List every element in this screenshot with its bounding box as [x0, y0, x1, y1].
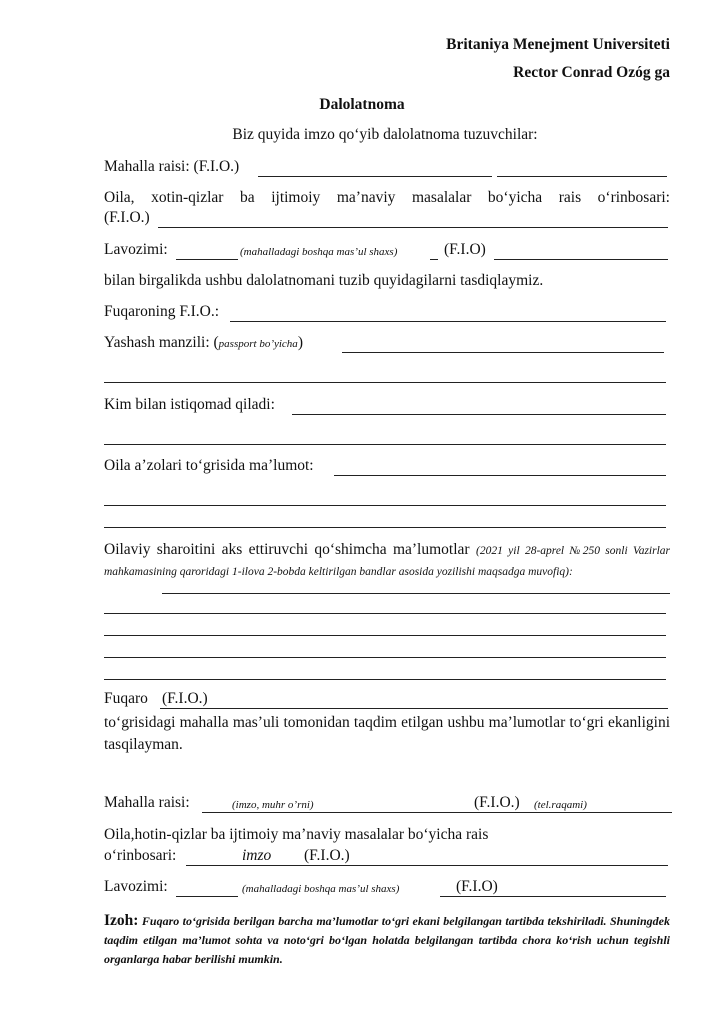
fuqaro-label: Fuqaro	[104, 690, 148, 707]
oilaviy-sharoiti-label: Oilaviy sharoitini aks ettiruvchi qo‘shimcha ma’lumotlar	[104, 541, 470, 558]
sig-tel: (tel.raqami)	[534, 799, 587, 811]
sig-oila-imzo: imzo	[242, 847, 272, 864]
mahalla-raisi-line-2[interactable]	[497, 176, 667, 177]
oila-fio-line[interactable]	[158, 227, 668, 228]
lavozimi-label: Lavozimi:	[104, 241, 168, 258]
sig-mahalla-raisi-label: Mahalla raisi:	[104, 794, 190, 811]
fuqaro-fio: (F.I.O.)	[162, 690, 208, 707]
lavozimi-note-line	[430, 259, 438, 260]
oilaviy-line-4[interactable]	[104, 657, 666, 658]
document-title: Dalolatnoma	[319, 96, 405, 113]
oila-rais-orinbosari-label: Oila, xotin-qizlar ba ijtimoiy ma’naviy masalalar bo‘yicha rais o‘rinbosari:	[104, 189, 670, 206]
kim-bilan-line[interactable]	[292, 414, 666, 415]
yashash-label-text: Yashash manzili: (	[104, 334, 219, 351]
sig-oila-line2: o‘rinbosari:	[104, 847, 177, 864]
oilaviy-sharoiti-block	[104, 540, 670, 600]
sig-imzo-muhr: (imzo, muhr o’rni)	[232, 799, 314, 811]
oila-azolari-line-3[interactable]	[104, 527, 666, 528]
fuqaro-fio-line[interactable]	[160, 708, 668, 709]
izoh-label: Izoh:	[104, 912, 139, 929]
sig-lavozimi-fio: (F.I.O)	[456, 878, 498, 895]
kim-bilan-label: Kim bilan istiqomad qiladi:	[104, 396, 275, 413]
mahalla-raisi-line[interactable]	[258, 176, 492, 177]
oila-azolari-label: Oila a’zolari to‘grisida ma’lumot:	[104, 457, 314, 474]
sig-oila-line[interactable]	[186, 865, 668, 866]
oilaviy-line-5[interactable]	[104, 679, 666, 680]
oilaviy-line-2[interactable]	[104, 613, 666, 614]
yashash-close: )	[297, 334, 303, 351]
sig-mahalla-raisi-line[interactable]	[202, 812, 672, 813]
oilaviy-line-1[interactable]	[162, 593, 670, 594]
lavozimi-note: (mahalladagi boshqa mas’ul shaxs)	[240, 246, 398, 258]
yashash-manzili-line-2[interactable]	[104, 382, 666, 383]
lavozimi-line[interactable]	[176, 259, 238, 260]
intro-text: Biz quyida imzo qo‘yib dalolatnoma tuzuvchilar:	[232, 126, 538, 143]
sig-lavozimi-fio-line[interactable]	[440, 896, 666, 897]
kim-bilan-line-2[interactable]	[104, 444, 666, 445]
lavozimi-fio-label: (F.I.O)	[444, 241, 486, 258]
mahalla-raisi-label: Mahalla raisi: (F.I.O.)	[104, 158, 240, 175]
izoh-text: Fuqaro to‘grisida berilgan barcha ma’lumotlar to‘gri ekani belgilangan tartibda tekshiriladi. Shuningdek taqdim etilgan ma’lumot sohta va noto‘gri bo‘lgan holatda belgilangan tartibda chora ko‘rish uchun tegishli organlarga habar berilishi mumkin.	[104, 914, 670, 966]
recipient: Rector Conrad Ozóg ga	[513, 64, 670, 81]
confirmation-text: to‘grisidagi mahalla mas’uli tomonidan taqdim etilgan ushbu ma’lumotlar to‘gri ekanligini tasqilayman.	[104, 714, 670, 753]
university-name: Britaniya Menejment Universiteti	[446, 36, 670, 53]
fuqaroning-fio-line[interactable]	[230, 321, 666, 322]
sig-oila-line1: Oila,hotin-qizlar ba ijtimoiy ma’naviy masalalar bo‘yicha rais	[104, 826, 489, 843]
sig-lavozimi-note: (mahalladagi boshqa mas’ul shaxs)	[242, 883, 400, 895]
oilaviy-sharoiti-note: (2021 yil 28-aprel №250 sonli Vazirlar mahkamasining qaroridagi 1-ilova 2-bobda keltirilgan bandlar asosida yozilishi maqsadga muvofiq):	[104, 545, 671, 578]
oilaviy-line-3[interactable]	[104, 635, 666, 636]
birgalikda-text: bilan birgalikda ushbu dalolatnomani tuzib quyidagilarni tasdiqlaymiz.	[104, 272, 544, 289]
oila-azolari-line[interactable]	[334, 475, 666, 476]
izoh-block	[104, 911, 670, 969]
lavozimi-fio-line[interactable]	[494, 259, 668, 260]
sig-lavozimi-line[interactable]	[176, 896, 238, 897]
yashash-manzili-label	[104, 334, 303, 352]
oila-azolari-line-2[interactable]	[104, 505, 666, 506]
fuqaroning-fio-label: Fuqaroning F.I.O.:	[104, 303, 220, 320]
yashash-note: passport bo’yicha	[218, 338, 298, 350]
sig-lavozimi-label: Lavozimi:	[104, 878, 168, 895]
yashash-manzili-line[interactable]	[342, 352, 664, 353]
sig-fio: (F.I.O.)	[474, 794, 520, 811]
oila-fio-label: (F.I.O.)	[104, 209, 150, 226]
sig-oila-fio: (F.I.O.)	[304, 847, 350, 864]
